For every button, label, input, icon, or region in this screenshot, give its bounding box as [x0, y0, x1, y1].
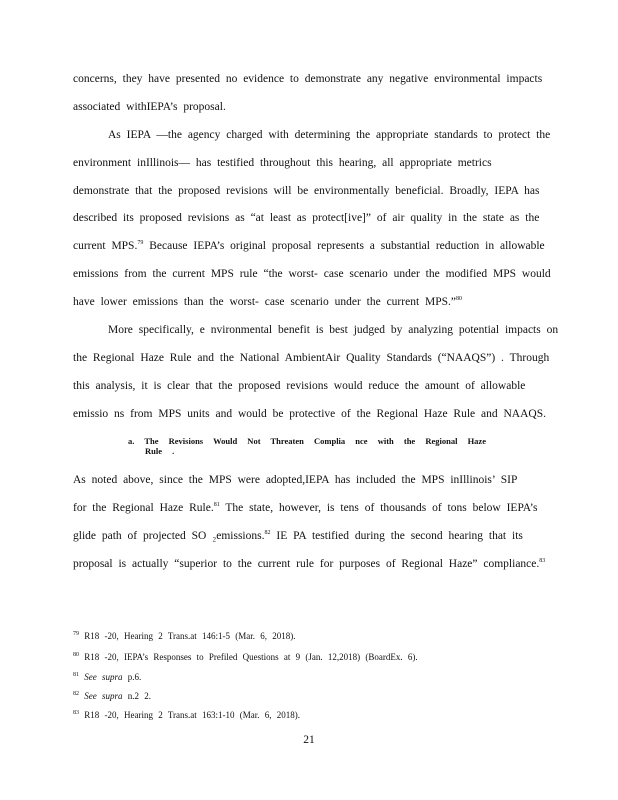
body-line: have lower emissions than the worst- case scenario under the current MPS.”$^{80}$ — [73, 296, 463, 308]
body-line: described its proposed revisions as “at least as protect[ive]” of air quality in the state as the — [73, 212, 540, 224]
footnote: $^{82}$ See supra n.2 2. — [73, 691, 151, 701]
body-line: environment inIllinois— has testified throughout this hearing, all appropriate metrics — [73, 157, 492, 169]
paragraph-start-line: As IEPA —the agency charged with determining the appropriate standards to protect the — [108, 129, 551, 141]
body-line: As noted above, since the MPS were adopted,IEPA has included the MPS inIllinois’ SIP — [73, 474, 518, 486]
footnote: $^{81}$ See supra p.6. — [73, 672, 142, 682]
body-line: demonstrate that the proposed revisions will be environmentally beneficial. Broadly, IEPA has — [73, 185, 540, 197]
paragraph-start-line: More specifically, e nvironmental benefit is best judged by analyzing potential impacts on — [108, 324, 559, 336]
footnote-ref: 81 — [213, 502, 220, 509]
section-heading — [128, 436, 528, 456]
body-line: glide path of projected SO ₂emissions.$^{82}$ IE PA testified during the second hearing that its — [73, 530, 523, 542]
body-line: this analysis, it is clear that the proposed revisions would reduce the amount of allowable — [73, 380, 526, 392]
footnote-ref: 80 — [456, 296, 463, 303]
page-number: 21 — [303, 734, 315, 746]
footnote-ref: 79 — [137, 240, 144, 247]
body-line: proposal is actually “superior to the current rule for purposes of Regional Haze” compliance.$^{83}$ — [73, 558, 546, 570]
section-heading-line: a. The Revisions Would Not Threaten Complia nce with the Regional Haze — [128, 436, 486, 446]
body-line: the Regional Haze Rule and the National AmbientAir Quality Standards (“NAAQS”) . Through — [73, 352, 550, 364]
section-heading-line: Rule . — [145, 446, 175, 456]
footnote-ref: 82 — [264, 530, 271, 537]
body-line: emissio ns from MPS units and would be protective of the Regional Haze Rule and NAAQS. — [73, 408, 546, 420]
body-line: associated withIEPA’s proposal. — [73, 101, 226, 113]
body-line: for the Regional Haze Rule.$^{81}$ The state, however, is tens of thousands of tons below IEPA’s — [73, 502, 538, 514]
footnote: $^{80}$ R18 -20, IEPA’s Responses to Prefiled Questions at 9 (Jan. 12,2018) (BoardEx. 6). — [73, 652, 418, 662]
body-line: current MPS.$^{79}$ Because IEPA’s original proposal represents a substantial reduction in allowable — [73, 240, 545, 252]
footnote: $^{79}$ R18 -20, Hearing 2 Trans.at 146:1-5 (Mar. 6, 2018). — [73, 631, 296, 641]
footnote: $^{83}$ R18 -20, Hearing 2 Trans.at 163:1-10 (Mar. 6, 2018). — [73, 710, 300, 720]
footnote-ref: 83 — [539, 558, 546, 565]
body-line: emissions from the current MPS rule “the worst- case scenario under the modified MPS would — [73, 268, 551, 280]
body-line: concerns, they have presented no evidence to demonstrate any negative environmental impacts — [73, 73, 543, 85]
